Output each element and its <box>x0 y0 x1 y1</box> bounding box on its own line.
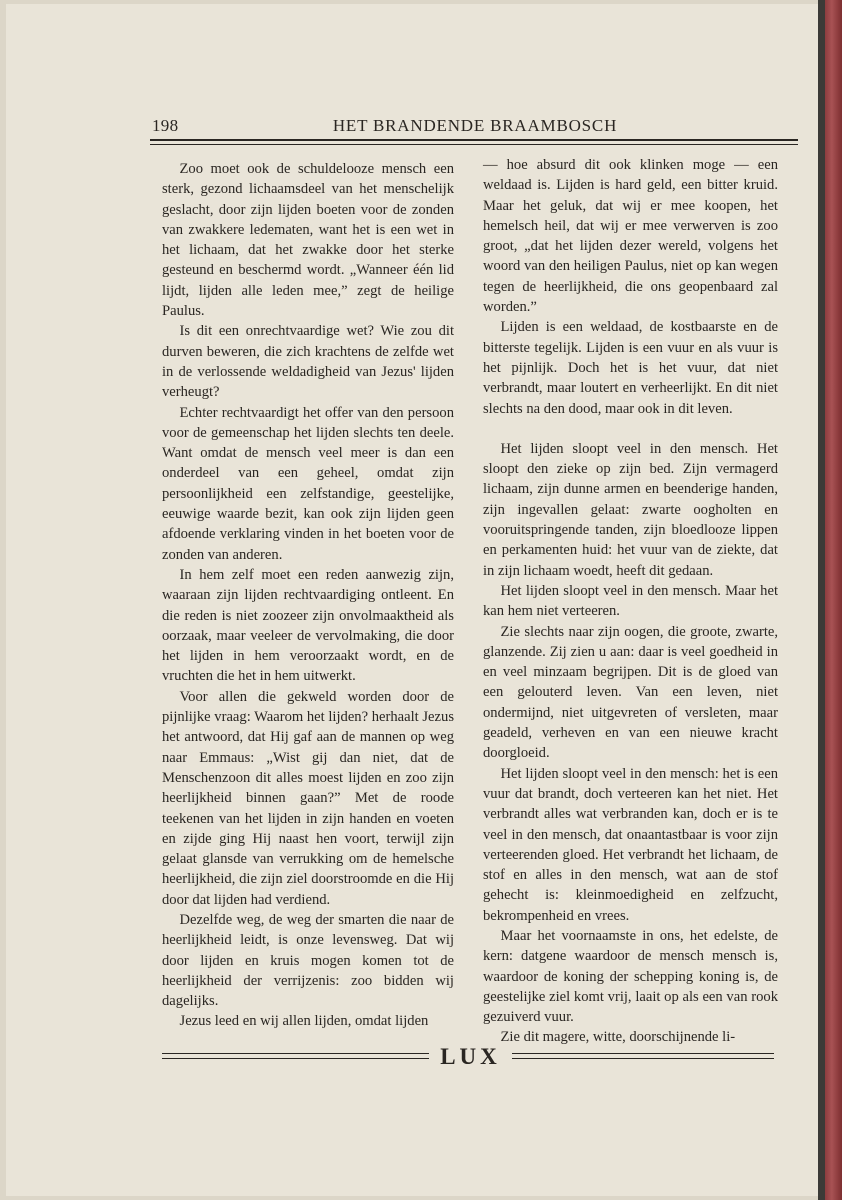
paragraph: Het lijden sloopt veel in den mensch: het is een vuur dat brandt, doch verteeren kan het niet. Het verbrandt alles wat verbranden kan, doch er is te veel in den mensch, dat onaantastbaar is voor zijn verteerenden gloed. Het verbrandt het lichaam, de stof en alles in den mensch, wat aan de stof gehecht is: kleinmoedigheid en zelfzucht, bekrompenheid en vrees. <box>483 765 778 924</box>
running-title: HET BRANDENDE BRAAMBOSCH <box>332 116 618 135</box>
paragraph: Het lijden sloopt veel in den mensch. Maar het kan hem niet verteeren. <box>483 582 778 620</box>
left-column <box>162 159 454 1032</box>
header-rule-thin <box>150 144 798 145</box>
paragraph: Het lijden sloopt veel in den mensch. Het sloopt den zieke op zijn bed. Zijn vermagerd lichaam, zijn dunne armen en beenderige handen, zijn ingevallen gelaat: zwarte oogholten en vooruitspringende tanden, zijn bloedlooze lippen en perkamenten huid: het vuur van de ziekte, dat in zijn lichaam woedt, heeft dit gedaan. <box>483 440 778 579</box>
paragraph: Jezus leed en wij allen lijden, omdat lijden <box>179 1013 429 1030</box>
paragraph: Is dit een onrechtvaardige wet? Wie zou dit durven beweren, die zich krachtens de zelfde wet in de verlossende weldadigheid van Jezus' lijden verheugt? <box>162 323 454 401</box>
paragraph: Zoo moet ook de schuldelooze mensch een sterk, gezond lichaamsdeel van het menschelijk geslacht, door zijn lijden boeten voor de zonden van zwakkere ledematen, want het is een wet in het lichaam, dat het zwakke door het sterke gesteund en beschermd wordt. „Wanneer één lid lijdt, lijden alle leden mee,” zegt de heilige Paulus. <box>162 161 454 320</box>
footer-rule-left <box>162 1053 429 1059</box>
book-spine-edge <box>818 0 825 1200</box>
right-column <box>483 155 778 1048</box>
paragraph: Zie slechts naar zijn oogen, die groote, zwarte, glanzende. Zij zien u aan: daar is veel goedheid in en veel minzaam begrijpen. Dit is de gloed van een gelouterd leven. Van een leven, niet ondermijnd, niet uitgevreten of versleten, maar geadeld, verheven en van een nieuwe kracht doorgloeid. <box>483 623 778 762</box>
page-footer <box>162 1044 774 1070</box>
footer-rule-right <box>512 1053 774 1059</box>
paragraph: Lijden is een weldaad, de kostbaarste en de bitterste tegelijk. Lijden is een vuur en als vuur is het pijnlijk. Doch het is het vuur, dat niet verbrandt, maar loutert en verheerlijkt. En dit niet slechts na den dood, maar ook in dit leven. <box>483 319 778 417</box>
book-cover-edge <box>825 0 842 1200</box>
paragraph: Voor allen die gekweld worden door de pijnlijke vraag: Waarom het lijden? herhaalt Jezus het antwoord, dat Hij gaf aan de mannen op weg naar Emmaus: „Wist gij dan niet, dat de Menschenzoon dit alles moest lijden en zoo zijn heerlijkheid binnen gaan?” Met de roode teekenen van het lijden in zijn handen en voeten en zijde ging Hij naast hen voort, terwijl zijn gelaat glansde van verrukking om de hemelsche heerlijkheid, die zijn ziel doorstroomde en die Hij door dat lijden had verdiend. <box>162 688 454 908</box>
lux-logo: LUX <box>440 1044 501 1069</box>
paragraph: Maar het voornaamste in ons, het edelste, de kern: datgene waardoor de mensch mensch is, waardoor de koning der schepping koning is, de geestelijke ziel komt vrij, laait op als een van rook gezuiverd vuur. <box>483 927 778 1026</box>
header-rule-thick <box>150 139 798 141</box>
page-number: 198 <box>152 116 179 135</box>
paragraph: Dezelfde weg, de weg der smarten die naar de heerlijkheid leidt, is onze levensweg. Dat wij door lijden en kruis mogen komen tot de heerlijkheid der verrijzenis: zoo bidden wij dagelijks. <box>162 911 454 1010</box>
paragraph: In hem zelf moet een reden aanwezig zijn, waaraan zijn lijden rechtvaardiging ontleent. En die reden is niet zoozeer zijn onvolmaaktheid als oorzaak, maar veeleer de vervolmaking, die door het lijden in hem veroorzaakt wordt, en de vruchten die het in hem uitwerkt. <box>162 566 454 685</box>
paragraph: — hoe absurd dit ook klinken moge — een weldaad is. Lijden is hard geld, een bitter kruid. Maar het geluk, dat wij er mee koopen, het hemelsch heil, dat wij er mee verwerven is zoo groot, „dat het lijden dezer wereld, volgens het woord van den heiligen Paulus, niet op kan wegen tegen de heerlijkheid, die ons geopenbaard zal worden.” <box>483 157 778 316</box>
page-header <box>152 116 798 140</box>
paragraph: Echter rechtvaardigt het offer van den persoon voor de gemeenschap het lijden slechts ten deele. Want omdat de mensch veel meer is dan een onderdeel van een geheel, omdat zijn persoonlijkheid een zelfstandige, geestelijke, eeuwige waarde bezit, kan ook zijn lijden geen afdoende verklaring vinden in het boeten voor de zonden van anderen. <box>162 404 454 563</box>
paragraph: Zie dit magere, witte, doorschijnende li- <box>500 1029 736 1046</box>
